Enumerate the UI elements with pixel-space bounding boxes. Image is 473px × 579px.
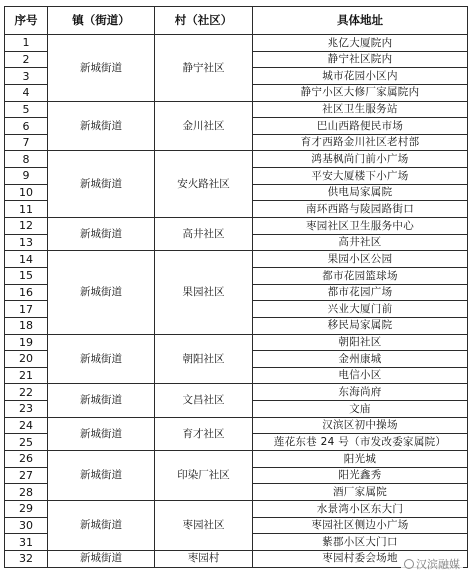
- cell-address: 高井社区: [253, 234, 468, 251]
- cell-address: 静宁社区院内: [253, 51, 468, 68]
- cell-address: 平安大厦楼下小广场: [253, 168, 468, 185]
- cell-address: 枣园社区卫生服务中心: [253, 218, 468, 235]
- cell-no: 10: [5, 184, 48, 201]
- cell-no: 5: [5, 101, 48, 118]
- table-row: [5, 451, 468, 468]
- cell-no: 22: [5, 384, 48, 401]
- cell-no: 32: [5, 550, 48, 567]
- header-row: [5, 7, 468, 35]
- cell-address: 静宁小区大修厂家属院内: [253, 84, 468, 101]
- cell-address: 城市花园小区内: [253, 68, 468, 85]
- cell-address: 南环西路与陵园路街口: [253, 201, 468, 218]
- table-row: [5, 251, 468, 268]
- cell-address: 移民局家属院: [253, 317, 468, 334]
- cell-town: 新城街道: [48, 451, 155, 501]
- cell-community: 果园社区: [155, 251, 253, 334]
- cell-town: 新城街道: [48, 500, 155, 550]
- address-table: [4, 6, 468, 568]
- table-row: [5, 334, 468, 351]
- cell-town: 新城街道: [48, 334, 155, 384]
- cell-no: 29: [5, 500, 48, 517]
- table-row: [5, 101, 468, 118]
- address-table-container: [4, 6, 467, 574]
- cell-town: 新城街道: [48, 151, 155, 218]
- cell-town: 新城街道: [48, 35, 155, 102]
- cell-address: 酒厂家属院: [253, 484, 468, 501]
- cell-no: 9: [5, 168, 48, 185]
- table-body: [5, 35, 468, 568]
- cell-address: 鸿基枫尚门前小广场: [253, 151, 468, 168]
- cell-no: 25: [5, 434, 48, 451]
- cell-no: 26: [5, 451, 48, 468]
- cell-community: 高井社区: [155, 218, 253, 251]
- cell-address: 都市花园篮球场: [253, 267, 468, 284]
- header-no: 序号: [5, 7, 48, 35]
- cell-community: 静宁社区: [155, 35, 253, 102]
- cell-address: 枣园村委会场地: [253, 550, 468, 567]
- cell-no: 24: [5, 417, 48, 434]
- cell-address: 阳光鑫秀: [253, 467, 468, 484]
- header-address: 具体地址: [253, 7, 468, 35]
- brand-logo-icon: [404, 559, 414, 569]
- cell-address: 汉滨区初中操场: [253, 417, 468, 434]
- cell-town: 新城街道: [48, 251, 155, 334]
- cell-community: 育才社区: [155, 417, 253, 450]
- cell-address: 紫郡小区大门口: [253, 534, 468, 551]
- cell-community: 朝阳社区: [155, 334, 253, 384]
- cell-no: 2: [5, 51, 48, 68]
- cell-community: 印染厂社区: [155, 451, 253, 501]
- header-town: 镇（街道）: [48, 7, 155, 35]
- cell-address: 东海尚府: [253, 384, 468, 401]
- cell-address: 莲花东巷 24 号（市发改委家属院）: [253, 434, 468, 451]
- cell-no: 16: [5, 284, 48, 301]
- cell-address: 阳光城: [253, 451, 468, 468]
- table-row: [5, 417, 468, 434]
- cell-no: 30: [5, 517, 48, 534]
- cell-town: 新城街道: [48, 550, 155, 567]
- cell-no: 11: [5, 201, 48, 218]
- cell-no: 19: [5, 334, 48, 351]
- cell-no: 28: [5, 484, 48, 501]
- cell-no: 7: [5, 134, 48, 151]
- header-community: 村（社区）: [155, 7, 253, 35]
- cell-no: 18: [5, 317, 48, 334]
- cell-community: 文昌社区: [155, 384, 253, 417]
- cell-no: 8: [5, 151, 48, 168]
- table-row: [5, 500, 468, 517]
- cell-no: 27: [5, 467, 48, 484]
- cell-no: 15: [5, 267, 48, 284]
- cell-address: 巴山西路便民市场: [253, 118, 468, 135]
- cell-no: 20: [5, 351, 48, 368]
- table-row: [5, 384, 468, 401]
- table-row: [5, 550, 468, 567]
- cell-address: 水景湾小区东大门: [253, 500, 468, 517]
- cell-address: 文庙: [253, 401, 468, 418]
- cell-no: 23: [5, 401, 48, 418]
- cell-community: 安火路社区: [155, 151, 253, 218]
- cell-no: 3: [5, 68, 48, 85]
- cell-address: 果园小区公园: [253, 251, 468, 268]
- cell-no: 6: [5, 118, 48, 135]
- cell-address: 兆亿大厦院内: [253, 35, 468, 52]
- watermark-text: 汉滨融媒: [416, 558, 460, 571]
- cell-town: 新城街道: [48, 218, 155, 251]
- cell-town: 新城街道: [48, 417, 155, 450]
- table-row: [5, 218, 468, 235]
- cell-address: 朝阳社区: [253, 334, 468, 351]
- watermark: [401, 555, 463, 573]
- cell-community: 枣园社区: [155, 500, 253, 550]
- cell-no: 1: [5, 35, 48, 52]
- cell-no: 14: [5, 251, 48, 268]
- cell-address: 枣园社区侧边小广场: [253, 517, 468, 534]
- cell-address: 供电局家属院: [253, 184, 468, 201]
- cell-address: 兴业大厦门前: [253, 301, 468, 318]
- cell-no: 4: [5, 84, 48, 101]
- cell-no: 12: [5, 218, 48, 235]
- cell-town: 新城街道: [48, 101, 155, 151]
- cell-address: 社区卫生服务站: [253, 101, 468, 118]
- table-row: [5, 35, 468, 52]
- cell-address: 金州康城: [253, 351, 468, 368]
- cell-no: 17: [5, 301, 48, 318]
- cell-address: 育才西路金川社区老村部: [253, 134, 468, 151]
- cell-community: 枣园村: [155, 550, 253, 567]
- cell-no: 21: [5, 367, 48, 384]
- cell-no: 31: [5, 534, 48, 551]
- cell-address: 都市花园广场: [253, 284, 468, 301]
- cell-town: 新城街道: [48, 384, 155, 417]
- cell-no: 13: [5, 234, 48, 251]
- cell-community: 金川社区: [155, 101, 253, 151]
- table-row: [5, 151, 468, 168]
- cell-address: 电信小区: [253, 367, 468, 384]
